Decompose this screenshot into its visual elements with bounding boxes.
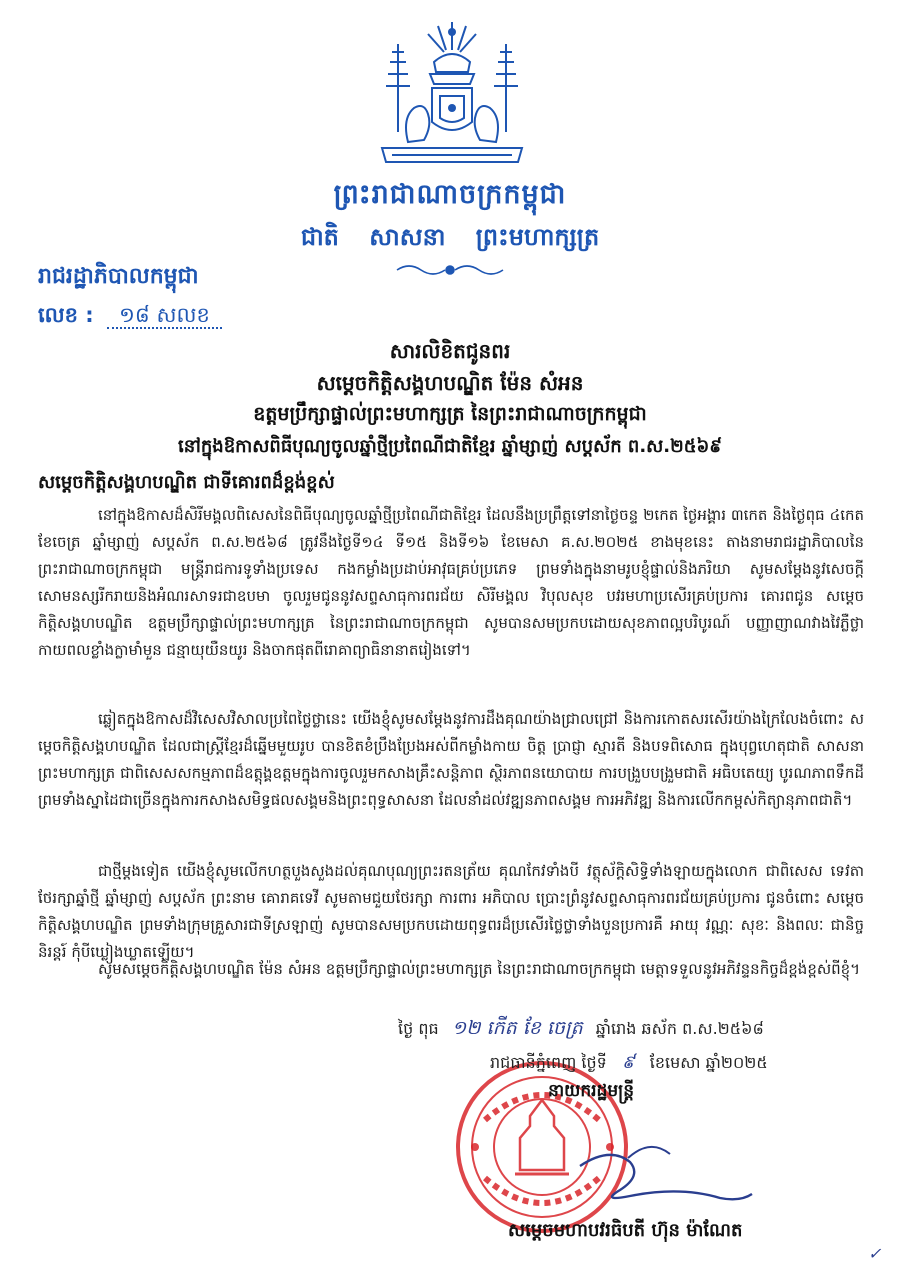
lunar-date-suffix: ឆ្នាំរោង ឆស័ក ព.ស.២៥៦៨ [595,1019,764,1038]
solar-date [490,1050,768,1077]
signer-name: សម្តេចមហាបវរធិបតី ហ៊ុន ម៉ាណែត [508,1220,743,1241]
lunar-date-handwritten: ១២ កើត ខែ ចេត្រ [451,1017,583,1039]
lunar-date-prefix: ថ្ងៃ ពុធ [398,1019,439,1038]
ornament-icon [395,262,505,278]
signature-icon [560,1128,760,1208]
recipient-position: ឧត្តមប្រឹក្សាផ្ទាល់ព្រះមហាក្សត្រ នៃព្រះរាជាណាចក្រកម្ពុជា [253,403,647,425]
letter-title: សារលិខិតជូនពរ [389,339,511,363]
recipient-name: សម្តេចកិត្តិសង្គហបណ្ឌិត ម៉ែន សំអន [316,371,584,395]
signer-title: នាយករដ្ឋមន្ត្រី [548,1081,634,1101]
number-label: លេខ : [38,303,94,327]
body-paragraph-2: ឆ្លៀតក្នុងឱកាសដ៏វិសេសវិសាលប្រពៃថ្លៃថ្លានេះ យើងខ្ញុំសូមសម្តែងនូវការដឹងគុណយ៉ាងជ្រាលជ្រៅ និងការកោតសរសើរយ៉ាងក្រៃលែងចំពោះ សម្តេចកិត្តិសង្គហបណ្ឌិត ដែលជាស្ត្រីខ្មែរដ៏ឆ្នើមមួយរូប បានខិតខំប្រឹងប្រែងអស់ពីកម្លាំងកាយ ចិត្ត ប្រាជ្ញា ស្មារតី និងបទពិសោធ ក្នុងបុព្វហេតុជាតិ សាសនា ព្រះមហាក្សត្រ ជាពិសេសសកម្មភាពដ៏ឧត្តុង្គឧត្តមក្នុងការចូលរួមកសាងគ្រឹះសន្តិភាព ស្ថិរភាពនយោបាយ ការបង្រួបបង្រួមជាតិ អធិបតេយ្យ បូរណភាពទឹកដី ព្រមទាំងស្នាដៃជាច្រើនក្នុងការកសាងសមិទ្ធផលសង្គមនិងព្រះពុទ្ធសាសនា ដែលនាំដល់វឌ្ឍនភាពសង្គម ការអភិវឌ្ឍ និងការលើកកម្ពស់កិត្យានុភាពជាតិ។ [38,710,864,809]
royal-emblem-icon [372,22,532,172]
kingdom-heading: ព្រះរាជាណាចក្រកម្ពុជា [333,179,567,210]
number-value: ១៨ សលខ [107,303,222,329]
body-paragraph-4: សូមសម្តេចកិត្តិសង្គហបណ្ឌិត ម៉ែន សំអន ឧត្តមប្រឹក្សាផ្ទាល់ព្រះមហាក្សត្រ នៃព្រះរាជាណាចក្រកម្ពុជា មេត្តាទទួលនូវអភិវន្ទនកិច្ចដ៏ខ្ពង់ខ្ពស់ពីខ្ញុំ។ [98,960,861,978]
national-motto: ជាតិ សាសនា ព្រះមហាក្សត្រ [300,223,600,251]
government-name: រាជរដ្ឋាភិបាលកម្ពុជា [38,264,199,289]
body-paragraph-3: ជាថ្មីម្តងទៀត យើងខ្ញុំសូមលើកហត្ថបួងសួងដល់គុណបុណ្យព្រះរតនត្រ័យ គុណកែវទាំងបី វត្ថុស័ក្តិសិទ្ធិទាំងឡាយក្នុងលោក ជាពិសេស ទេវតាថែរក្សាឆ្នាំថ្មី ឆ្នាំម្សាញ់ សប្តស័ក ព្រះនាម គោរាគទេវី សូមតាមជួយថែរក្សា ការពារ អភិបាល ប្រោះព្រំនូវសព្ទសាធុការពរជ័យគ្រប់ប្រការ ជូនចំពោះ សម្តេចកិត្តិសង្គហបណ្ឌិត ព្រមទាំងក្រុមគ្រួសារជាទីស្រឡាញ់ សូមបានសមប្រកបដោយពុទ្ធពរដ៏ប្រសើរថ្លៃថ្លាទាំងបួនប្រការគឺ អាយុ វណ្ណៈ សុខៈ និងពលៈ ជានិច្ចនិរន្តរ៍ កុំបីឃ្លៀងឃ្លាតឡើយ។ [38,862,864,961]
reference-number [38,302,222,333]
page-mark: ✓ [868,1244,882,1263]
occasion-line: នៅក្នុងឱកាសពិធីបុណ្យចូលឆ្នាំថ្មីប្រពៃណីជាតិខ្មែរ ឆ្នាំម្សាញ់ សប្តស័ក ព.ស.២៥៦៩ [178,436,722,457]
solar-date-day: ៩ [621,1052,635,1073]
body-paragraph-1: នៅក្នុងឱកាសដ៏សិរីមង្គលពិសេសនៃពិធីបុណ្យចូលឆ្នាំថ្មីប្រពៃណីជាតិខ្មែរ ដែលនឹងប្រព្រឹត្តទៅនាថ្ងៃចន្ទ ២កេត ថ្ងៃអង្គារ ៣កេត និងថ្ងៃពុធ ៤កេត ខែចេត្រ ឆ្នាំម្សាញ់ សប្តស័ក ព.ស.២៥៦៨ ត្រូវនឹងថ្ងៃទី១៤ ទី១៥ និងទី១៦ ខែមេសា គ.ស.២០២៥ ខាងមុខនេះ តាងនាមរាជរដ្ឋាភិបាលនៃព្រះរាជាណាចក្រកម្ពុជា មន្ត្រីរាជការទូទាំងប្រទេស កងកម្លាំងប្រដាប់អាវុធគ្រប់ប្រភេទ ព្រមទាំងក្នុងនាមរូបខ្ញុំផ្ទាល់និងភរិយា សូមសម្តែងនូវសេចក្តីសោមនស្សរីករាយនិងអំណរសាទរជាឧបមា ចូលរួមជូននូវសព្ទសាធុការពរជ័យ សិរីមង្គល វិបុលសុខ បវរមហាប្រសើរគ្រប់ប្រការ គោរពជូន សម្តេចកិត្តិសង្គហបណ្ឌិត ឧត្តមប្រឹក្សាផ្ទាល់ព្រះមហាក្សត្រ នៃព្រះរាជាណាចក្រកម្ពុជា សូមបានសមប្រកបដោយសុខភាពល្អបរិបូរណ៍ បញ្ញាញាណវាងវៃភ្លឺថ្លា កាយពលខ្លាំងក្លាមាំមួន ជន្មាយុយឺនយូរ និងចាកផុតពីរោគាព្យាធិនានាតរៀងទៅ។ [38,506,864,659]
salutation: សម្តេចកិត្តិសង្គហបណ្ឌិត ជាទីគោរពដ៏ខ្ពង់ខ្ពស់ [38,472,335,493]
solar-date-suffix: ខែមេសា ឆ្នាំ២០២៥ [649,1053,768,1072]
lunar-date [398,1016,764,1044]
solar-date-prefix: រាជធានីភ្នំពេញ ថ្ងៃទី [490,1053,607,1072]
